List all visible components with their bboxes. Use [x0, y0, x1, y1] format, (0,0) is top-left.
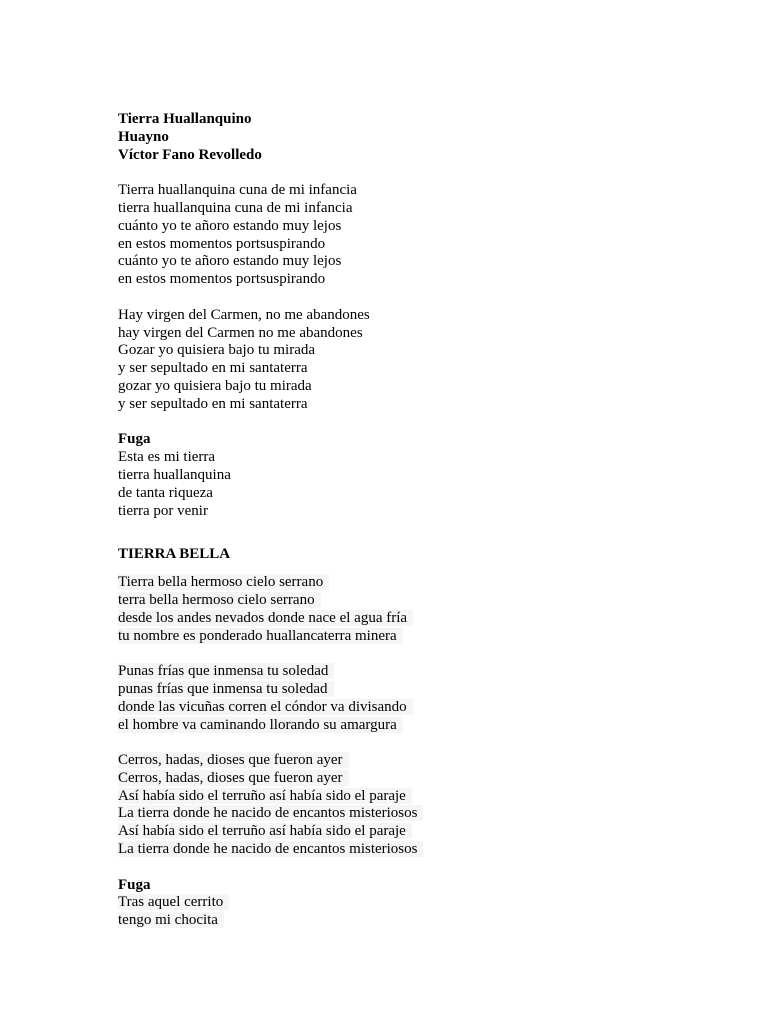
spacer: [118, 414, 718, 432]
lyric-line: gozar yo quisiera bajo tu mirada: [118, 377, 312, 394]
lyric-line: tengo mi chocita: [118, 912, 224, 928]
lyric-line: hay virgen del Carmen no me abandones: [118, 324, 363, 341]
fuga-heading: Fuga: [118, 876, 151, 893]
lyric-line: en estos momentos portsuspirando: [118, 271, 326, 288]
document-page: [118, 111, 718, 930]
lyric-line: La tierra donde he nacido de encantos misteriosos: [118, 805, 423, 821]
lyric-line: tierra por venir: [118, 502, 208, 519]
lyric-line: Tras aquel cerrito: [118, 894, 229, 910]
song-title: Tierra Huallanquino: [118, 111, 252, 127]
lyric-line: desde los andes nevados donde nace el agua fría: [118, 610, 413, 626]
spacer: [118, 164, 718, 182]
spacer: [118, 289, 718, 307]
lyric-line: y ser sepultado en mi santaterra: [118, 395, 308, 412]
lyric-line: tierra huallanquina: [118, 466, 231, 483]
lyric-line: Tierra huallanquina cuna de mi infancia: [118, 182, 357, 199]
lyric-line: tierra huallanquina cuna de mi infancia: [118, 199, 353, 216]
lyric-line: Cerros, hadas, dioses que fueron ayer: [118, 770, 349, 786]
lyric-line: donde las vicuñas corren el cóndor va divisando: [118, 699, 413, 715]
song-author: Víctor Fano Revolledo: [118, 146, 262, 163]
stanza: [118, 663, 718, 734]
stanza: [118, 307, 718, 414]
lyric-line: en estos momentos portsuspirando: [118, 235, 326, 252]
lyric-line: Hay virgen del Carmen, no me abandones: [118, 306, 370, 323]
lyric-line: La tierra donde he nacido de encantos misteriosos: [118, 841, 423, 857]
fuga-stanza: [118, 894, 718, 930]
lyric-line: el hombre va caminando llorando su amargura: [118, 717, 403, 733]
spacer: [118, 520, 718, 546]
lyric-line: punas frías que inmensa tu soledad: [118, 681, 334, 697]
spacer: [118, 734, 718, 752]
song-genre: Huayno: [118, 128, 169, 145]
song-title: TIERRA BELLA: [118, 546, 231, 563]
fuga-stanza: [118, 449, 718, 520]
spacer: [118, 645, 718, 663]
lyric-line: Tierra bella hermoso cielo serrano: [118, 574, 329, 590]
fuga-heading: Fuga: [118, 431, 151, 448]
lyric-line: tu nombre es ponderado huallancaterra minera: [118, 628, 403, 644]
lyric-line: Cerros, hadas, dioses que fueron ayer: [118, 752, 349, 768]
lyric-line: Esta es mi tierra: [118, 449, 216, 466]
lyric-line: cuánto yo te añoro estando muy lejos: [118, 253, 342, 270]
lyric-line: Gozar yo quisiera bajo tu mirada: [118, 342, 316, 359]
stanza: [118, 182, 718, 289]
lyric-line: Punas frías que inmensa tu soledad: [118, 663, 334, 679]
spacer: [118, 859, 718, 877]
lyric-line: Así había sido el terruño así había sido el paraje: [118, 788, 412, 804]
stanza: [118, 752, 718, 859]
lyric-line: de tanta riqueza: [118, 484, 213, 501]
stanza: [118, 574, 718, 645]
spacer: [118, 564, 718, 574]
lyric-line: Así había sido el terruño así había sido el paraje: [118, 823, 412, 839]
lyric-line: terra bella hermoso cielo serrano: [118, 592, 321, 608]
lyric-line: y ser sepultado en mi santaterra: [118, 360, 308, 377]
lyric-line: cuánto yo te añoro estando muy lejos: [118, 217, 342, 234]
